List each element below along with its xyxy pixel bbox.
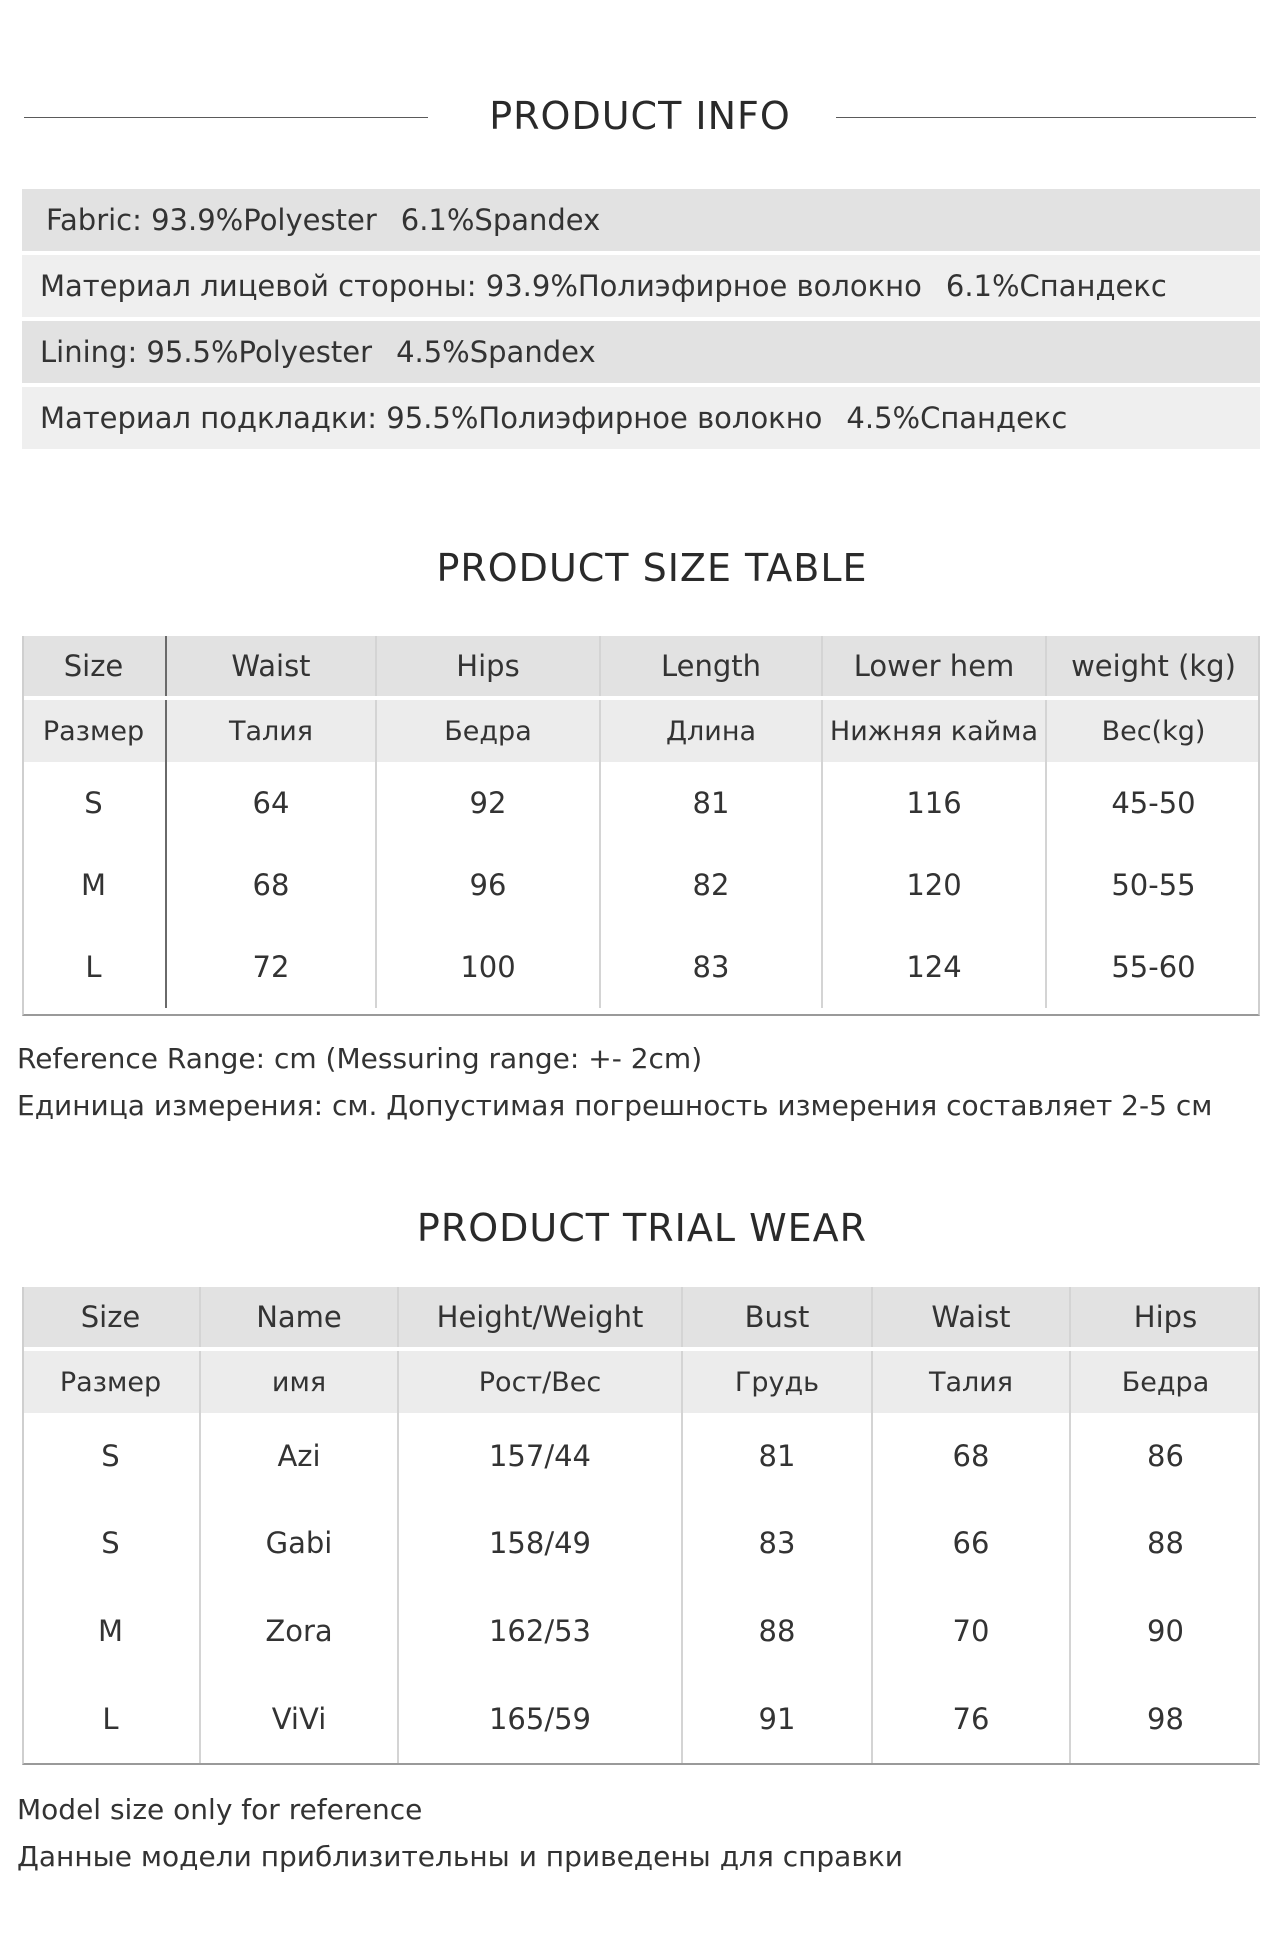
size-col-lower-hem-ru: Нижняя кайма [822,698,1046,762]
table-cell: 83 [600,926,822,1008]
info-row-fabric [22,189,1260,251]
trial-wear-table [22,1287,1260,1763]
table-cell: S [22,1413,200,1499]
table-cell: 88 [1070,1499,1260,1587]
info-lining-ru-spandex: 4.5%Спандекс [846,401,1068,435]
table-cell: M [22,844,166,926]
table-cell: 81 [682,1413,872,1499]
table-cell: 64 [166,762,376,844]
size-col-waist-ru: Талия [166,698,376,762]
size-table-header-en [22,636,1260,698]
table-cell: 86 [1070,1413,1260,1499]
table-cell: L [22,1675,200,1763]
table-cell: 68 [166,844,376,926]
table-cell: 165/59 [398,1675,682,1763]
trial-col-size: Size [22,1287,200,1349]
size-col-size: Size [22,636,166,698]
table-cell: 81 [600,762,822,844]
table-cell: 83 [682,1499,872,1587]
table-cell: Gabi [200,1499,398,1587]
table-cell: ViVi [200,1675,398,1763]
table-row [22,1587,1260,1675]
info-lining-ru-main: Материал подкладки: 95.5%Полиэфирное волокно [40,401,823,435]
table-cell: L [22,926,166,1008]
table-row [22,844,1260,926]
table-cell: Zora [200,1587,398,1675]
table-row [22,1413,1260,1499]
table-cell: 91 [682,1675,872,1763]
trial-col-waist: Waist [872,1287,1070,1349]
size-col-length: Length [600,636,822,698]
table-cell: 66 [872,1499,1070,1587]
table-cell: 158/49 [398,1499,682,1587]
size-col-size-ru: Размер [22,698,166,762]
table-cell: 98 [1070,1675,1260,1763]
table-cell: 92 [376,762,600,844]
table-row [22,762,1260,844]
table-row [22,1675,1260,1763]
table-cell: 68 [872,1413,1070,1499]
trial-col-size-ru: Размер [22,1349,200,1413]
table-cell: 120 [822,844,1046,926]
table-cell: 72 [166,926,376,1008]
table-cell: 116 [822,762,1046,844]
info-fabric-spandex: 6.1%Spandex [400,203,601,237]
info-row-lining [22,321,1260,383]
table-cell: 50-55 [1046,844,1260,926]
table-cell: 55-60 [1046,926,1260,1008]
size-table-header-ru [22,698,1260,762]
table-cell: 82 [600,844,822,926]
table-cell: S [22,762,166,844]
size-col-hips: Hips [376,636,600,698]
trial-table-header-ru [22,1349,1260,1413]
trial-col-hips: Hips [1070,1287,1260,1349]
size-col-weight-ru: Вес(kg) [1046,698,1260,762]
table-cell: S [22,1499,200,1587]
table-cell: 88 [682,1587,872,1675]
trial-wear-note-en: Model size only for reference [17,1793,423,1826]
trial-col-bust: Bust [682,1287,872,1349]
size-table-note-ru: Единица измерения: см. Допустимая погрешность измерения составляет 2-5 см [17,1089,1213,1122]
product-info-title: PRODUCT INFO [489,94,791,138]
table-cell: 100 [376,926,600,1008]
trial-col-height-weight-ru: Рост/Вес [398,1349,682,1413]
size-col-weight: weight (kg) [1046,636,1260,698]
trial-col-name: Name [200,1287,398,1349]
info-row-fabric-ru [22,255,1260,317]
table-cell: 76 [872,1675,1070,1763]
trial-wear-title: PRODUCT TRIAL WEAR [416,1206,868,1250]
trial-col-hips-ru: Бедра [1070,1349,1260,1413]
size-table-note-en: Reference Range: cm (Messuring range: +- 2cm) [17,1042,703,1075]
trial-col-height-weight: Height/Weight [398,1287,682,1349]
size-col-lower-hem: Lower hem [822,636,1046,698]
trial-wear-note-ru: Данные модели приблизительны и приведены для справки [17,1840,903,1873]
info-fabric-polyester: Fabric: 93.9%Polyester [46,203,377,237]
size-col-hips-ru: Бедра [376,698,600,762]
table-row [22,926,1260,1008]
table-cell: 90 [1070,1587,1260,1675]
table-cell: 124 [822,926,1046,1008]
info-fabric-ru-spandex: 6.1%Спандекс [945,269,1167,303]
table-cell: 162/53 [398,1587,682,1675]
table-cell: 96 [376,844,600,926]
trial-col-bust-ru: Грудь [682,1349,872,1413]
size-col-length-ru: Длина [600,698,822,762]
size-col-waist: Waist [166,636,376,698]
table-cell: Azi [200,1413,398,1499]
table-row [22,1499,1260,1587]
info-lining-spandex: 4.5%Spandex [396,335,596,369]
trial-col-waist-ru: Талия [872,1349,1070,1413]
size-table-title: PRODUCT SIZE TABLE [436,546,868,590]
trial-table-header-en [22,1287,1260,1349]
info-lining-polyester: Lining: 95.5%Polyester [40,335,373,369]
size-table [22,636,1260,1008]
table-cell: 45-50 [1046,762,1260,844]
trial-col-name-ru: имя [200,1349,398,1413]
info-row-lining-ru [22,387,1260,449]
table-cell: M [22,1587,200,1675]
table-cell: 70 [872,1587,1070,1675]
table-cell: 157/44 [398,1413,682,1499]
product-info-list [22,189,1260,453]
info-fabric-ru-main: Материал лицевой стороны: 93.9%Полиэфирное волокно [40,269,922,303]
